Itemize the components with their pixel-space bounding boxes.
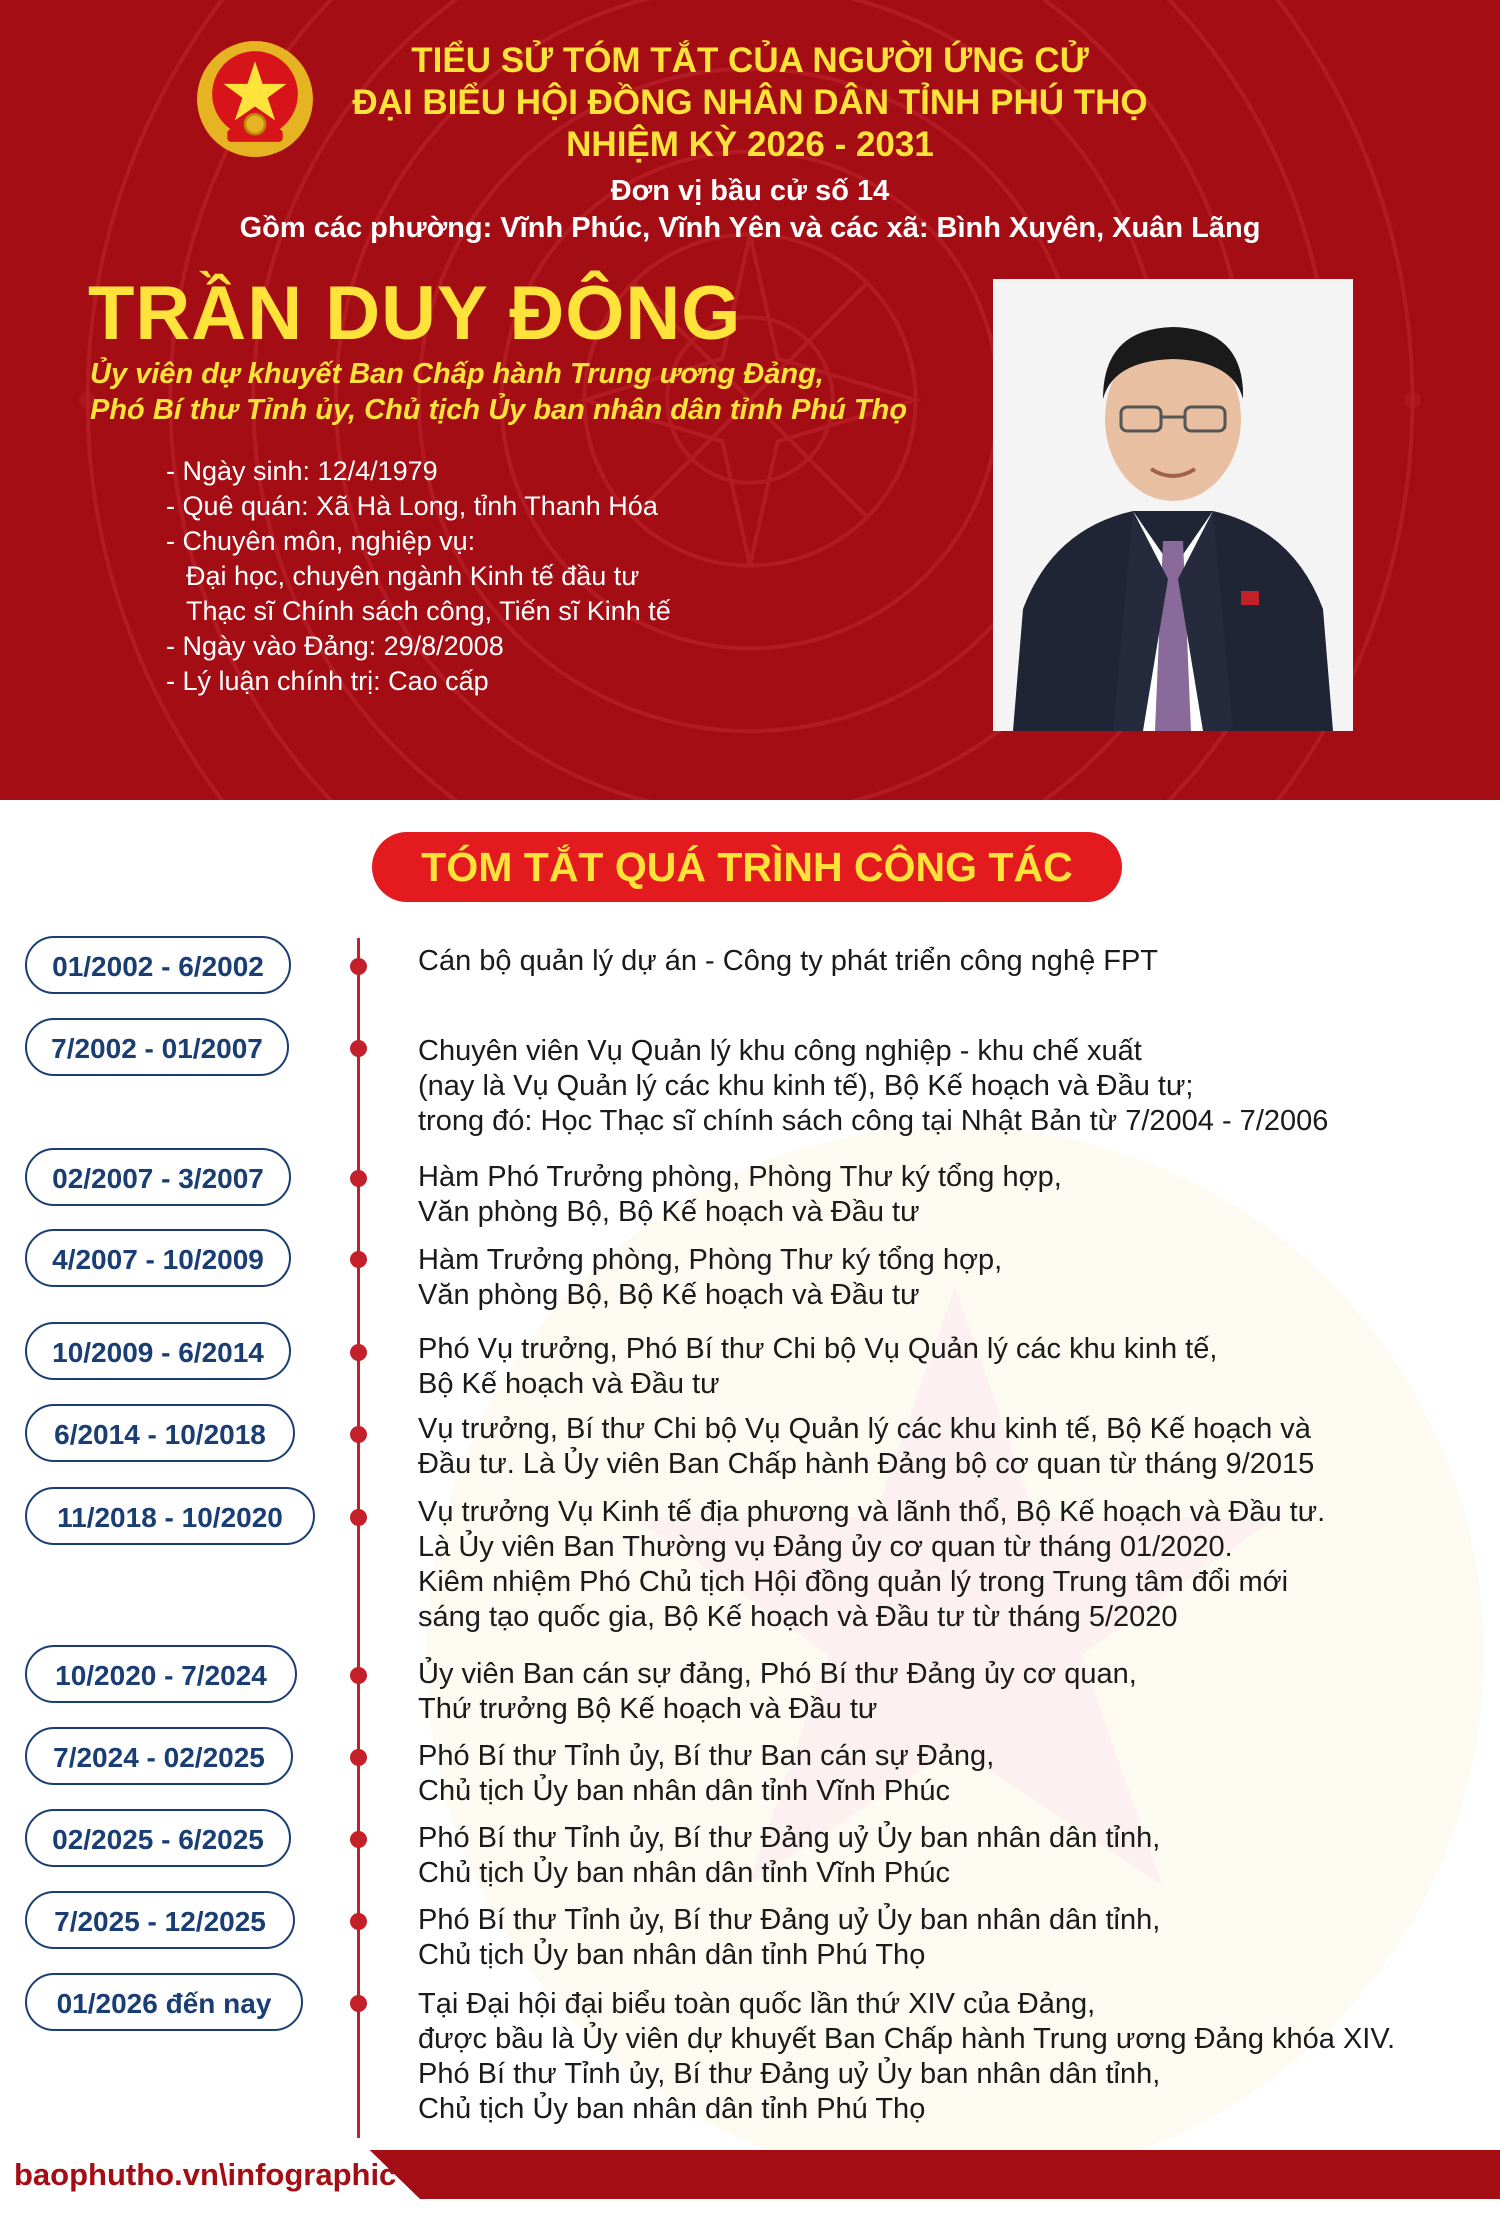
timeline-dot [350, 1509, 367, 1526]
info-hometown: - Quê quán: Xã Hà Long, tỉnh Thanh Hóa [166, 491, 658, 521]
description-line: Vụ trưởng, Bí thư Chi bộ Vụ Quản lý các khu kinh tế, Bộ Kế hoạch và [418, 1413, 1311, 1445]
timeline-dot [350, 1749, 367, 1766]
candidate-name: TRẦN DUY ĐÔNG [88, 271, 742, 356]
description-line: sáng tạo quốc gia, Bộ Kế hoạch và Đầu tư từ tháng 5/2020 [418, 1601, 1178, 1633]
description-line: Phó Bí thư Tỉnh ủy, Bí thư Đảng uỷ Ủy ban nhân dân tỉnh, [418, 1904, 1161, 1936]
info-degree-1: Đại học, chuyên ngành Kinh tế đầu tư [186, 561, 640, 591]
description-line: Phó Bí thư Tỉnh ủy, Bí thư Ban cán sự Đảng, [418, 1740, 995, 1772]
timeline-dot [350, 1040, 367, 1057]
timeline-dot [350, 1913, 367, 1930]
description-line: Cán bộ quản lý dự án - Công ty phát triển công nghệ FPT [418, 945, 1159, 977]
footer-source: baophutho.vn\infographic [14, 2157, 397, 2192]
description-line: Chủ tịch Ủy ban nhân dân tỉnh Vĩnh Phúc [418, 1857, 951, 1889]
title-line-3: NHIỆM KỲ 2026 - 2031 [566, 125, 934, 164]
timeline-dot [350, 958, 367, 975]
timeline-dot [350, 1426, 367, 1443]
info-political-theory: - Lý luận chính trị: Cao cấp [166, 666, 489, 696]
info-profession: - Chuyên môn, nghiệp vụ: [166, 526, 476, 556]
timeline-dot [350, 1995, 367, 2012]
timeline-axis [357, 938, 360, 2138]
period-badge: 02/2007 - 3/2007 [25, 1148, 291, 1206]
timeline-dot [350, 1251, 367, 1268]
section-title: TÓM TẮT QUÁ TRÌNH CÔNG TÁC [372, 832, 1122, 902]
work-description [418, 944, 1158, 979]
description-line: Là Ủy viên Ban Thường vụ Đảng ủy cơ quan từ tháng 01/2020. [418, 1531, 1233, 1563]
timeline-dot [350, 1831, 367, 1848]
period-badge: 10/2009 - 6/2014 [25, 1322, 291, 1380]
timeline-dot [350, 1344, 367, 1361]
role-line-2: Phó Bí thư Tỉnh ủy, Chủ tịch Ủy ban nhân dân tỉnh Phú Thọ [90, 394, 908, 426]
description-line: Thứ trưởng Bộ Kế hoạch và Đầu tư [418, 1693, 878, 1725]
info-party-date: - Ngày vào Đảng: 29/8/2008 [166, 631, 504, 661]
period-badge: 10/2020 - 7/2024 [25, 1645, 297, 1703]
electoral-unit: Đơn vị bầu cử số 14 [610, 175, 890, 207]
description-line: được bầu là Ủy viên dự khuyết Ban Chấp hành Trung ương Đảng khóa XIV. [418, 2023, 1396, 2055]
description-line: Văn phòng Bộ, Bộ Kế hoạch và Đầu tư [418, 1279, 920, 1311]
electoral-scope: Gồm các phường: Vĩnh Phúc, Vĩnh Yên và các xã: Bình Xuyên, Xuân Lãng [239, 212, 1261, 244]
description-line: (nay là Vụ Quản lý các khu kinh tế), Bộ Kế hoạch và Đầu tư; [418, 1070, 1194, 1102]
info-birth: - Ngày sinh: 12/4/1979 [166, 456, 438, 486]
period-badge: 02/2025 - 6/2025 [25, 1809, 291, 1867]
work-description [418, 1657, 1137, 1727]
description-line: Chủ tịch Ủy ban nhân dân tỉnh Phú Thọ [418, 2093, 926, 2125]
description-line: Hàm Phó Trưởng phòng, Phòng Thư ký tổng hợp, [418, 1161, 1062, 1193]
work-description [418, 1243, 1002, 1313]
title-block [190, 40, 1310, 246]
title-line-1: TIỂU SỬ TÓM TẮT CỦA NGƯỜI ỨNG CỬ [411, 41, 1089, 80]
description-line: Phó Bí thư Tỉnh ủy, Bí thư Đảng uỷ Ủy ban nhân dân tỉnh, [418, 1822, 1161, 1854]
description-line: Văn phòng Bộ, Bộ Kế hoạch và Đầu tư [418, 1196, 920, 1228]
description-line: Ủy viên Ban cán sự đảng, Phó Bí thư Đảng ủy cơ quan, [418, 1658, 1137, 1690]
work-description [418, 1332, 1217, 1402]
period-badge: 7/2025 - 12/2025 [25, 1891, 295, 1949]
work-description [418, 1987, 1395, 2127]
description-line: Hàm Trưởng phòng, Phòng Thư ký tổng hợp, [418, 1244, 1003, 1276]
period-badge: 01/2026 đến nay [25, 1973, 303, 2031]
period-badge: 7/2024 - 02/2025 [25, 1727, 293, 1785]
timeline-dot [350, 1667, 367, 1684]
description-line: Phó Bí thư Tỉnh ủy, Bí thư Đảng uỷ Ủy ban nhân dân tỉnh, [418, 2058, 1161, 2090]
period-badge: 4/2007 - 10/2009 [25, 1229, 291, 1287]
description-line: Chuyên viên Vụ Quản lý khu công nghiệp - khu chế xuất [418, 1035, 1142, 1067]
description-line: trong đó: Học Thạc sĩ chính sách công tại Nhật Bản từ 7/2004 - 7/2006 [418, 1105, 1329, 1137]
work-description [418, 1034, 1328, 1139]
description-line: Bộ Kế hoạch và Đầu tư [418, 1368, 720, 1400]
portrait-illustration [993, 279, 1353, 731]
info-degree-2: Thạc sĩ Chính sách công, Tiến sĩ Kinh tế [186, 596, 671, 626]
work-description [418, 1495, 1325, 1635]
work-description [418, 1903, 1160, 1973]
work-description [418, 1821, 1160, 1891]
description-line: Chủ tịch Ủy ban nhân dân tỉnh Vĩnh Phúc [418, 1775, 951, 1807]
period-badge: 01/2002 - 6/2002 [25, 936, 291, 994]
period-badge: 7/2002 - 01/2007 [25, 1018, 289, 1076]
description-line: Tại Đại hội đại biểu toàn quốc lần thứ XIV của Đảng, [418, 1988, 1096, 2020]
description-line: Phó Vụ trưởng, Phó Bí thư Chi bộ Vụ Quản lý các khu kinh tế, [418, 1333, 1218, 1365]
period-badge: 6/2014 - 10/2018 [25, 1404, 295, 1462]
work-description [418, 1160, 1062, 1230]
candidate-info [166, 454, 671, 699]
title-line-2: ĐẠI BIỂU HỘI ĐỒNG NHÂN DÂN TỈNH PHÚ THỌ [352, 83, 1148, 122]
period-badge: 11/2018 - 10/2020 [25, 1487, 315, 1545]
description-line: Đầu tư. Là Ủy viên Ban Chấp hành Đảng bộ cơ quan từ tháng 9/2015 [418, 1448, 1315, 1480]
timeline-dot [350, 1170, 367, 1187]
work-description [418, 1739, 994, 1809]
description-line: Chủ tịch Ủy ban nhân dân tỉnh Phú Thọ [418, 1939, 926, 1971]
description-line: Kiêm nhiệm Phó Chủ tịch Hội đồng quản lý trong Trung tâm đổi mới [418, 1566, 1289, 1598]
role-line-1: Ủy viên dự khuyết Ban Chấp hành Trung ương Đảng, [90, 358, 824, 390]
description-line: Vụ trưởng Vụ Kinh tế địa phương và lãnh thổ, Bộ Kế hoạch và Đầu tư. [418, 1496, 1326, 1528]
candidate-roles [90, 356, 907, 428]
hero-banner [0, 0, 1500, 800]
candidate-portrait [993, 279, 1353, 731]
work-description [418, 1412, 1314, 1482]
